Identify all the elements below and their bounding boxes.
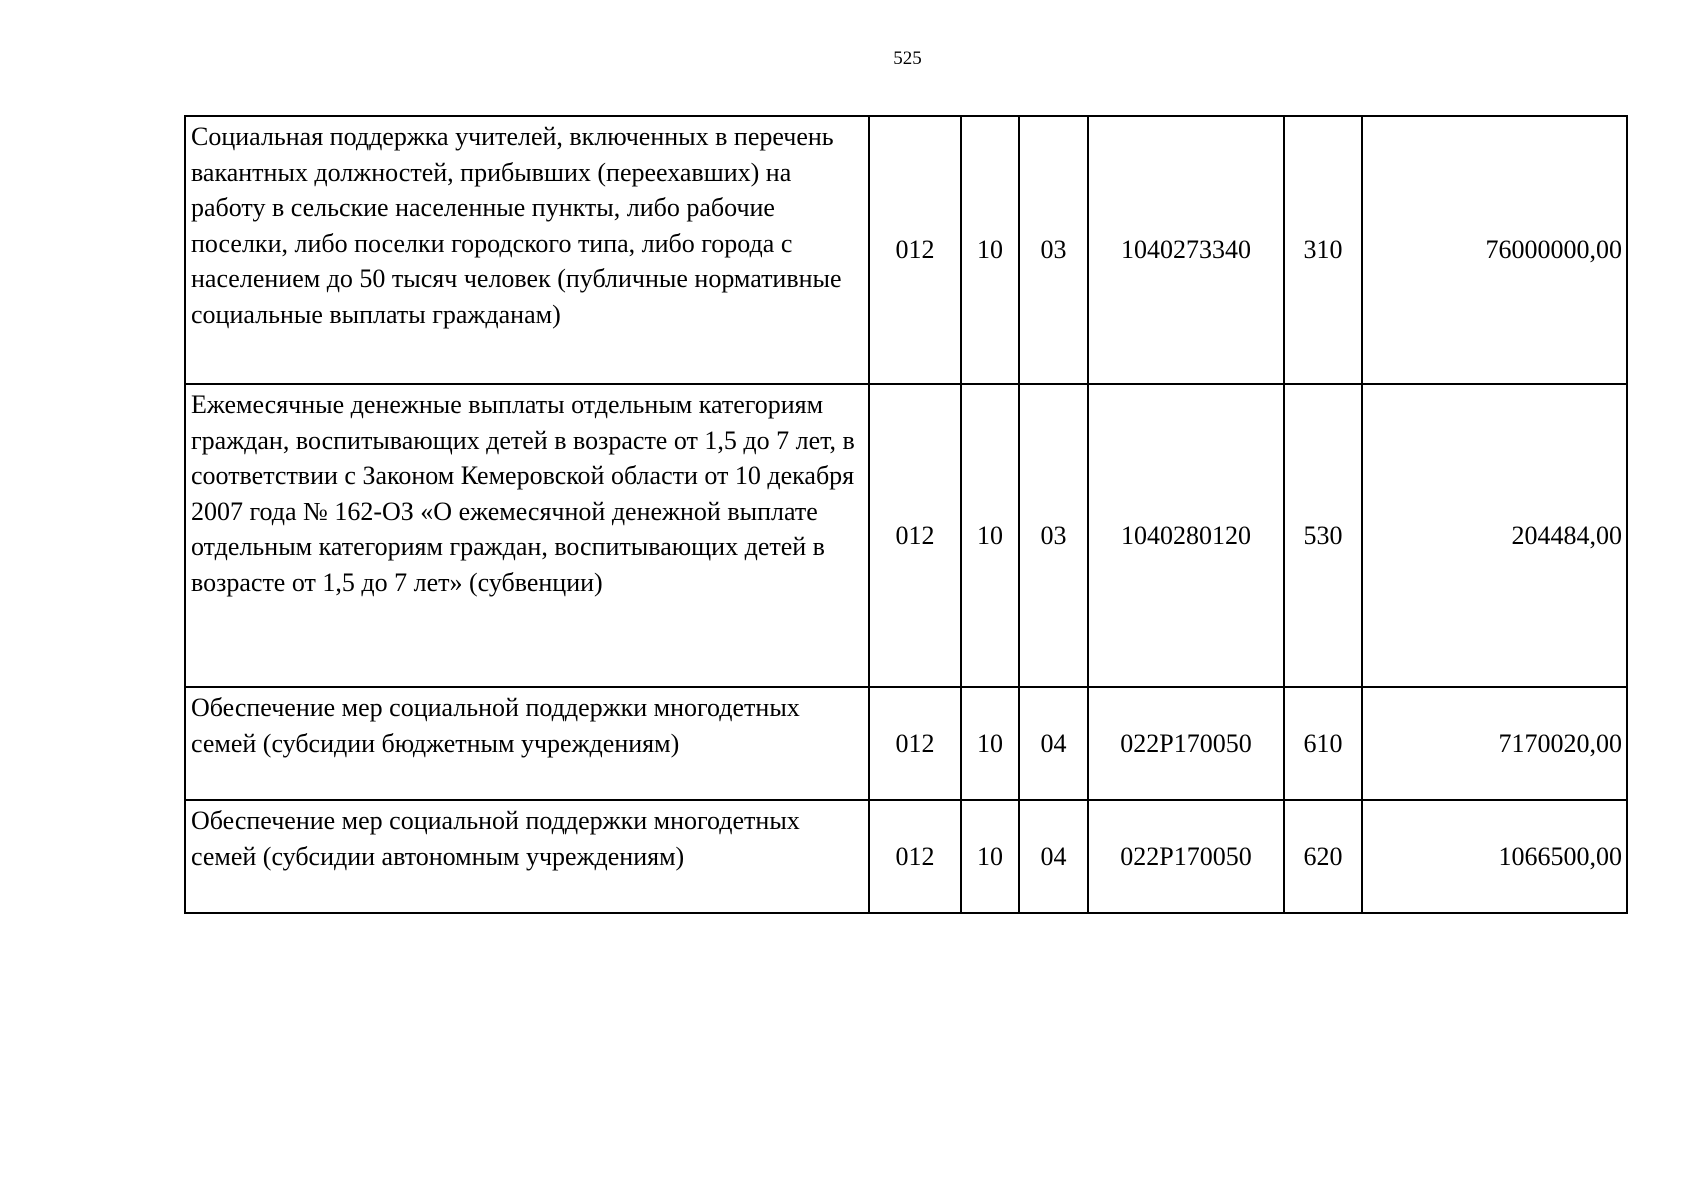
subsection-code: 03	[1019, 116, 1088, 384]
ministry-code: 012	[869, 384, 961, 687]
page-number: 525	[893, 48, 922, 69]
row-description: Обеспечение мер социальной поддержки многодетных семей (субсидии бюджетным учреждениям)	[185, 687, 869, 800]
expense-type-code: 530	[1284, 384, 1362, 687]
budget-table	[184, 115, 1628, 914]
table-row	[185, 384, 1627, 687]
expense-type-code: 620	[1284, 800, 1362, 913]
target-article-code: 1040273340	[1088, 116, 1284, 384]
amount: 7170020,00	[1362, 687, 1627, 800]
target-article-code: 022P170050	[1088, 800, 1284, 913]
row-description: Обеспечение мер социальной поддержки многодетных семей (субсидии автономным учреждениям)	[185, 800, 869, 913]
table-row	[185, 800, 1627, 913]
row-description: Ежемесячные денежные выплаты отдельным категориям граждан, воспитывающих детей в возрасте от 1,5 до 7 лет, в соответствии с Законом Кемеровской области от 10 декабря 2007 года № 162-ОЗ «О ежемесячной денежной выплате отдельным категориям граждан, воспитывающих детей в возрасте от 1,5 до 7 лет» (субвенции)	[185, 384, 869, 687]
ministry-code: 012	[869, 116, 961, 384]
ministry-code: 012	[869, 800, 961, 913]
ministry-code: 012	[869, 687, 961, 800]
subsection-code: 04	[1019, 687, 1088, 800]
amount: 1066500,00	[1362, 800, 1627, 913]
row-description: Социальная поддержка учителей, включенных в перечень вакантных должностей, прибывших (переехавших) на работу в сельские населенные пункты, либо рабочие поселки, либо поселки городского типа, либо города с населением до 50 тысяч человек (публичные нормативные социальные выплаты гражданам)	[185, 116, 869, 384]
subsection-code: 04	[1019, 800, 1088, 913]
table-row	[185, 687, 1627, 800]
section-code: 10	[961, 687, 1019, 800]
expense-type-code: 310	[1284, 116, 1362, 384]
target-article-code: 1040280120	[1088, 384, 1284, 687]
section-code: 10	[961, 116, 1019, 384]
amount: 76000000,00	[1362, 116, 1627, 384]
target-article-code: 022P170050	[1088, 687, 1284, 800]
subsection-code: 03	[1019, 384, 1088, 687]
section-code: 10	[961, 800, 1019, 913]
amount: 204484,00	[1362, 384, 1627, 687]
section-code: 10	[961, 384, 1019, 687]
expense-type-code: 610	[1284, 687, 1362, 800]
table-row	[185, 116, 1627, 384]
